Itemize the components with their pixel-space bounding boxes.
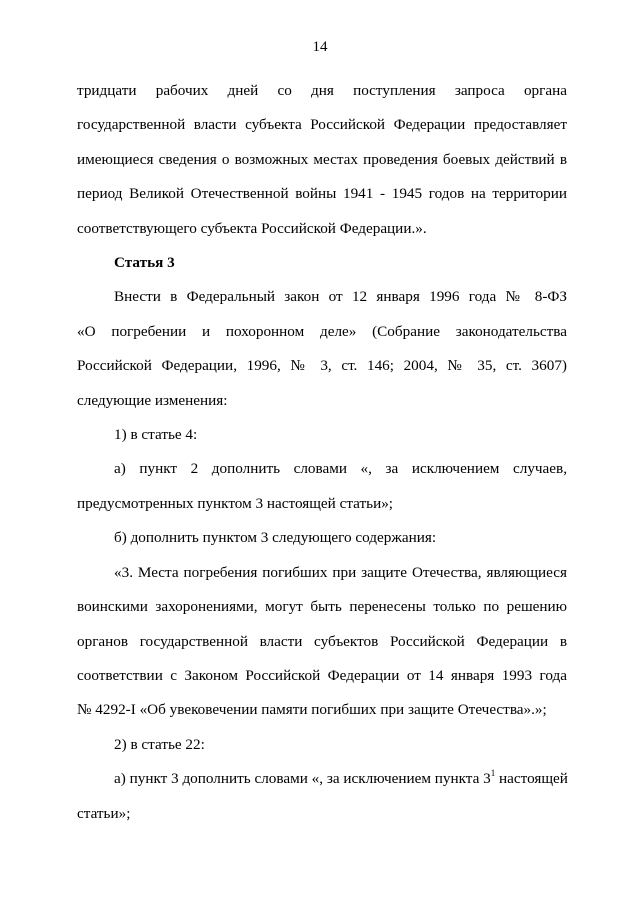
text-fragment: а) пункт 3 дополнить словами «, за исключением пункта 3 xyxy=(114,770,491,788)
text-line: 1) в статье 4: xyxy=(114,426,198,444)
text-line: воинскими захоронениями, могут быть перенесены только по решению xyxy=(77,598,567,616)
text-line: «О погребении и похоронном деле» (Собрание законодательства xyxy=(77,322,567,340)
paragraph-amendment-intro xyxy=(77,280,567,418)
document-body xyxy=(77,74,567,831)
text-line: статьи»; xyxy=(77,804,131,822)
text-line: б) дополнить пунктом 3 следующего содержания: xyxy=(114,529,437,547)
text-line xyxy=(77,762,567,796)
text-line: «3. Места погребения погибших при защите Отечества, являющиеся xyxy=(114,563,567,581)
text-line: органов государственной власти субъектов Российской Федерации в xyxy=(77,632,567,650)
text-line: № 4292-I «Об увековечении памяти погибших при защите Отечества».»; xyxy=(77,701,547,719)
paragraph-item-1b xyxy=(77,521,567,555)
paragraph-continuation xyxy=(77,74,567,246)
text-line: государственной власти субъекта Российской Федерации предоставляет xyxy=(77,116,567,134)
page-number: 14 xyxy=(312,39,328,55)
text-line: 2) в статье 22: xyxy=(114,735,205,753)
text-fragment: настоящей xyxy=(495,770,568,788)
paragraph-item-2 xyxy=(77,728,567,762)
text-line: предусмотренных пунктом 3 настоящей статьи»; xyxy=(77,494,394,512)
text-line: а) пункт 2 дополнить словами «, за исключением случаев, xyxy=(114,460,567,478)
text-line: Внести в Федеральный закон от 12 января 1996 года № 8-ФЗ xyxy=(114,288,567,306)
text-line: соответствии с Законом Российской Федерации от 14 января 1993 года xyxy=(77,666,567,684)
text-line: следующие изменения: xyxy=(77,391,228,409)
paragraph-item-1a xyxy=(77,452,567,521)
paragraph-item-1 xyxy=(77,418,567,452)
text-line: Российской Федерации, 1996, № 3, ст. 146; 2004, № 35, ст. 3607) xyxy=(77,357,567,375)
paragraph-quoted-point-3 xyxy=(77,556,567,728)
article-heading: Статья 3 xyxy=(114,254,175,272)
paragraph-item-2a xyxy=(77,762,567,831)
text-line: имеющиеся сведения о возможных местах проведения боевых действий в xyxy=(77,150,567,168)
superscript: 1 xyxy=(490,768,496,779)
text-line: соответствующего субъекта Российской Федерации.». xyxy=(77,219,427,237)
text-line: тридцати рабочих дней со дня поступления запроса органа xyxy=(77,82,567,99)
text-line: период Великой Отечественной войны 1941 - 1945 годов на территории xyxy=(77,185,567,203)
